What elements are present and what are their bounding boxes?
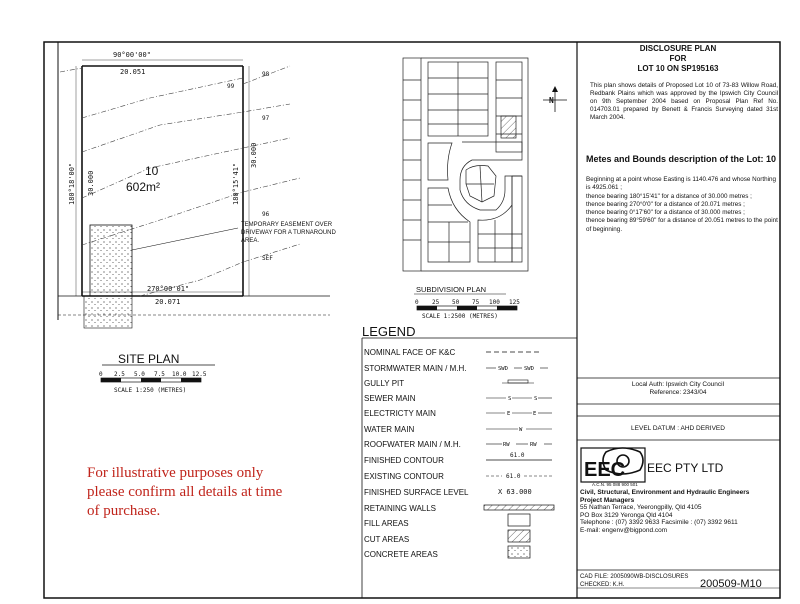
- company-pm: Project Managers: [580, 496, 635, 504]
- easement-note: TEMPORARY EASEMENT OVER DRIVEWAY FOR A TURNAROUND AREA.: [241, 222, 336, 244]
- site-plan-title: SITE PLAN: [118, 352, 180, 366]
- legend-item: EXISTING CONTOUR: [364, 472, 444, 481]
- site-scale-label: SCALE 1:250 (METRES): [114, 387, 187, 394]
- level-datum: LEVEL DATUM : AHD DERIVED: [631, 425, 725, 432]
- subdivision-map: [403, 58, 528, 271]
- legend-symbol-s: S: [508, 396, 512, 402]
- eec-logo-text: EEC: [584, 459, 626, 481]
- legend-item: WATER MAIN: [364, 425, 415, 434]
- site-scale-tick: 10.0: [172, 371, 187, 378]
- legend-item: CUT AREAS: [364, 535, 410, 544]
- company-name: EEC PTY LTD: [647, 461, 724, 475]
- metes-line: thence bearing 270°0'0" for a distance of 20.071 metres ;: [586, 200, 745, 208]
- lot-10-highlight: [501, 116, 516, 138]
- legend-symbol-fsl: X 63.000: [498, 488, 532, 496]
- sub-scale-label: SCALE 1:2500 (METRES): [422, 313, 498, 320]
- legend-item: ROOFWATER MAIN / M.H.: [364, 440, 461, 449]
- disclaimer-line: of purchase.: [87, 503, 161, 519]
- legend-item: STORMWATER MAIN / M.H.: [364, 364, 467, 373]
- local-authority-name: Local Auth: Ipswich City Council: [631, 381, 725, 388]
- plan-type: DISCLOSURE PLAN: [639, 44, 717, 53]
- sub-scale-tick: 75: [472, 299, 480, 306]
- contour-label-98: 98: [262, 71, 270, 78]
- legend-symbol-e: E: [533, 411, 537, 417]
- left-distance: 30.000: [87, 170, 95, 196]
- legend-item: FINISHED CONTOUR: [364, 456, 444, 465]
- top-distance: 20.051: [120, 68, 146, 76]
- sub-scale-tick: 50: [452, 299, 460, 306]
- legend-symbol-w: W: [519, 427, 523, 433]
- local-authority-ref: Reference: 2343/04: [649, 389, 707, 396]
- metes-heading: Metes and Bounds description of the Lot: 10: [586, 154, 777, 164]
- drawing-number: 200509-M10: [700, 578, 762, 590]
- plan-lot: LOT 10 ON SP195163: [637, 64, 719, 73]
- disclaimer-line: For illustrative purposes only: [87, 465, 264, 481]
- company-acn: A.C.N. 95 088 900 501: [592, 482, 638, 487]
- checked-by: CHECKED: K.H.: [580, 582, 625, 588]
- site-scale-tick: 5.0: [134, 371, 145, 378]
- site-scale-bar: [101, 378, 201, 382]
- left-bearing: 180°18'00": [68, 162, 76, 205]
- sub-scale-tick: 125: [509, 299, 520, 306]
- metes-line: thence bearing 180°15'41" for a distance of 30.000 metres ;: [586, 192, 752, 200]
- company-details: [580, 489, 780, 534]
- legend-item: FINISHED SURFACE LEVEL: [364, 488, 469, 497]
- north-arrow-icon: [543, 86, 567, 112]
- site-scale-tick: 12.5: [192, 371, 207, 378]
- legend-symbol-e: E: [507, 411, 511, 417]
- legend-item: SEWER MAIN: [364, 394, 416, 403]
- lot-number: 10: [145, 164, 159, 178]
- legend-symbol-s: S: [534, 396, 538, 402]
- company-po-box: PO Box 3129 Yeronga Qld 4104: [580, 511, 673, 519]
- site-scale-tick: 0: [99, 371, 103, 378]
- legend-symbol-rw: RW: [530, 442, 537, 448]
- company-phone: Telephone : (07) 3392 9633 Facsimile : (07) 3392 9611: [580, 519, 738, 526]
- legend-symbol-existing-contour: 61.0: [506, 473, 521, 480]
- legend-item: RETAINING WALLS: [364, 504, 437, 513]
- easement-leader: [132, 228, 238, 250]
- easement-driveway: [90, 225, 132, 296]
- legend-item: NOMINAL FACE OF K&C: [364, 348, 456, 357]
- contour-label-sef: SEF: [262, 255, 273, 262]
- plan-description: This plan shows details of Proposed Lot 10 of 73-83 Willow Road, Redbank Plains which was approved by the Ipswich City Council on 9th September 2004 based on Proposal Plan Ref No. 014703.01 prepared by Benett & Francis Surveying dated 31st March 2004.: [590, 82, 778, 121]
- disclaimer-text: [87, 464, 347, 521]
- sub-scale-tick: 25: [432, 299, 440, 306]
- legend-item: FILL AREAS: [364, 519, 409, 528]
- contour-label-97: 97: [262, 115, 270, 122]
- sub-scale-tick: 0: [415, 299, 419, 306]
- contour-label-96: 96: [262, 211, 270, 218]
- cad-info: [580, 573, 688, 589]
- north-label: N: [549, 96, 554, 105]
- legend-symbol-swd: SWD: [498, 366, 508, 372]
- local-authority: [580, 381, 776, 397]
- metes-line: thence bearing 89°59'60" for a distance of 20.051 metres to the point of beginning.: [586, 217, 778, 233]
- company-email: E-mail: engenv@bigpond.com: [580, 526, 668, 534]
- legend-symbol-swd: SWD: [524, 366, 534, 372]
- cad-file: CAD FILE: 2005090WB-DISCLOSURES: [580, 574, 689, 580]
- legend-item: CONCRETE AREAS: [364, 550, 438, 559]
- site-scale-tick: 7.5: [154, 371, 165, 378]
- legend-item: GULLY PIT: [364, 379, 405, 388]
- subdivision-plan-title: SUBDIVISION PLAN: [416, 285, 487, 294]
- contour-label-99: 99: [227, 83, 235, 90]
- lot-area: 602m²: [126, 180, 161, 194]
- metes-line: Beginning at a point whose Easting is 1140.476 and whose Northing is 4925.061 ;: [586, 176, 776, 192]
- subdivision-scale-bar: [417, 306, 517, 310]
- plan-for: FOR: [669, 54, 687, 63]
- title-block-heading: [578, 44, 778, 74]
- metes-lines: [586, 176, 778, 234]
- sub-scale-tick: 100: [489, 299, 500, 306]
- disclaimer-line: please confirm all details at time: [87, 484, 283, 500]
- legend-title: LEGEND: [362, 324, 416, 339]
- company-services: Civil, Structural, Environment and Hydraulic Engineers: [580, 489, 750, 496]
- driveway-crossover: [84, 296, 132, 328]
- legend-item: ELECTRICTY MAIN: [364, 409, 436, 418]
- top-bearing: 90°00'00": [113, 51, 151, 59]
- right-distance: 30.000: [250, 142, 258, 168]
- bottom-bearing: 270°00'01": [147, 285, 190, 293]
- metes-line: thence bearing 0°17'60" for a distance of 30.000 metres ;: [586, 209, 745, 217]
- right-bearing: 180°15'41": [232, 162, 240, 205]
- legend-symbol-rw: RW: [503, 442, 510, 448]
- site-scale-tick: 2.5: [114, 371, 125, 378]
- company-address: 55 Nathan Terrace, Yeerongpilly, Qld 4105: [580, 504, 702, 511]
- legend-symbol-finished-contour: 61.0: [510, 452, 525, 459]
- bottom-distance: 20.071: [155, 298, 181, 306]
